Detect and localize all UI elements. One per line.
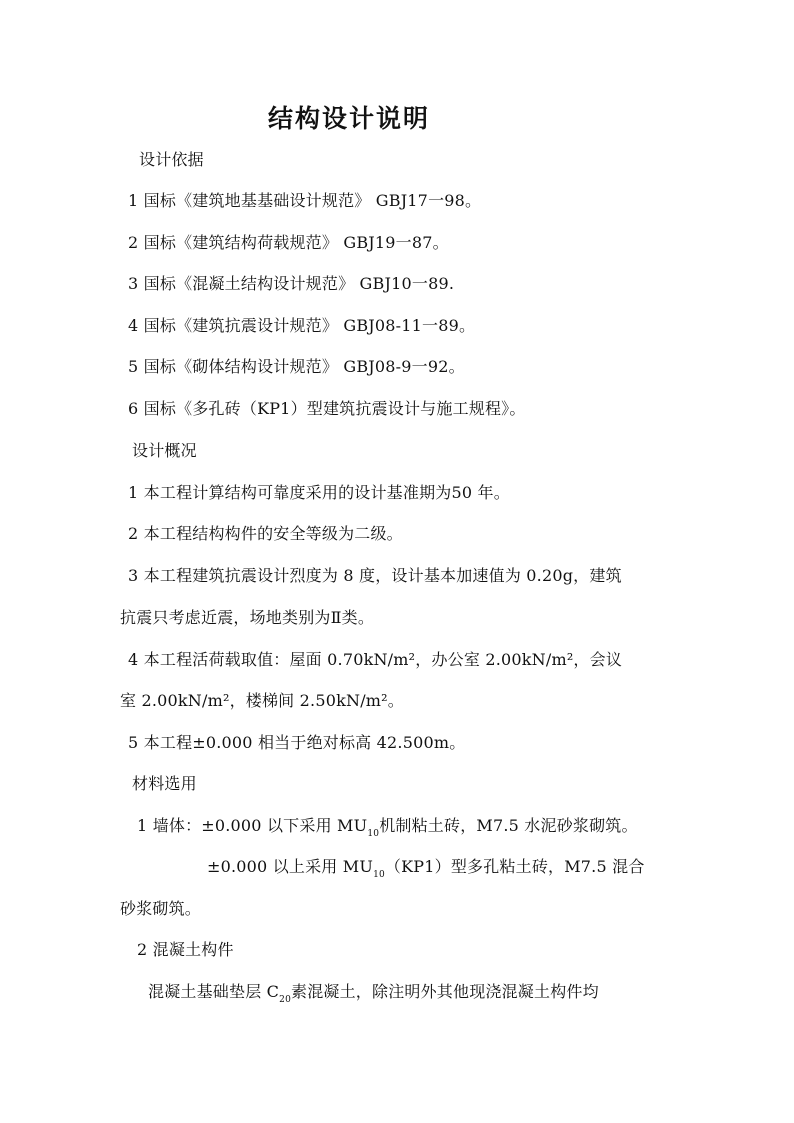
section-heading-design-basis: 设计依据 (139, 150, 204, 169)
wall-line-above (207, 857, 645, 880)
list-item: 1 国标《建筑地基基础设计规范》 GBJ17一98。 (128, 191, 482, 210)
subscript: 10 (367, 829, 380, 839)
list-item: 2 本工程结构构件的安全等级为二级。 (128, 524, 403, 543)
wall-line2-text: ±0.000 以上采用 MU (207, 857, 374, 876)
concrete-line (148, 982, 599, 1005)
list-item: 6 国标《多孔砖（KP1）型建筑抗震设计与施工规程》。 (128, 399, 526, 418)
list-item: 3 国标《混凝土结构设计规范》 GBJ10一89. (128, 274, 455, 293)
wall-line1-text-end: 机制粘土砖，M7.5 水泥砂浆砌筑。 (379, 816, 638, 835)
page-title: 结构设计说明 (268, 104, 431, 133)
list-item: 4 国标《建筑抗震设计规范》 GBJ08-11一89。 (128, 316, 476, 335)
wall-line1-text: 1 墙体：±0.000 以下采用 MU (137, 816, 368, 835)
list-item-continuation: 抗震只考虑近震，场地类别为Ⅱ类。 (120, 608, 375, 627)
list-item: 4 本工程活荷载取值：屋面 0.70kN/m²，办公室 2.00kN/m²，会议 (128, 650, 623, 669)
list-item-continuation: 室 2.00kN/m²，楼梯间 2.50kN/m²。 (120, 691, 404, 710)
concrete-line-text-end: 素混凝土，除注明外其他现浇混凝土构件均 (291, 982, 599, 1001)
list-item: 1 本工程计算结构可靠度采用的设计基准期为50 年。 (128, 483, 510, 502)
section-heading-design-overview: 设计概况 (132, 441, 197, 460)
wall-line-below (137, 816, 638, 839)
list-item: 5 国标《砌体结构设计规范》 GBJ08-9一92。 (128, 357, 465, 376)
subscript: 10 (373, 870, 385, 880)
list-item: 3 本工程建筑抗震设计烈度为 8 度，设计基本加速值为 0.20g，建筑 (128, 566, 622, 585)
concrete-line-text: 混凝土基础垫层 C (148, 982, 280, 1001)
wall-line2-text-end: （KP1）型多孔粘土砖，M7.5 混合 (384, 857, 645, 876)
list-item: 5 本工程±0.000 相当于绝对标高 42.500m。 (128, 733, 466, 752)
subscript: 20 (279, 995, 291, 1005)
section-heading-materials: 材料选用 (132, 774, 197, 793)
wall-line-continuation: 砂浆砌筑。 (120, 899, 202, 918)
concrete-heading: 2 混凝土构件 (137, 940, 234, 959)
list-item: 2 国标《建筑结构荷载规范》 GBJ19一87。 (128, 233, 449, 252)
